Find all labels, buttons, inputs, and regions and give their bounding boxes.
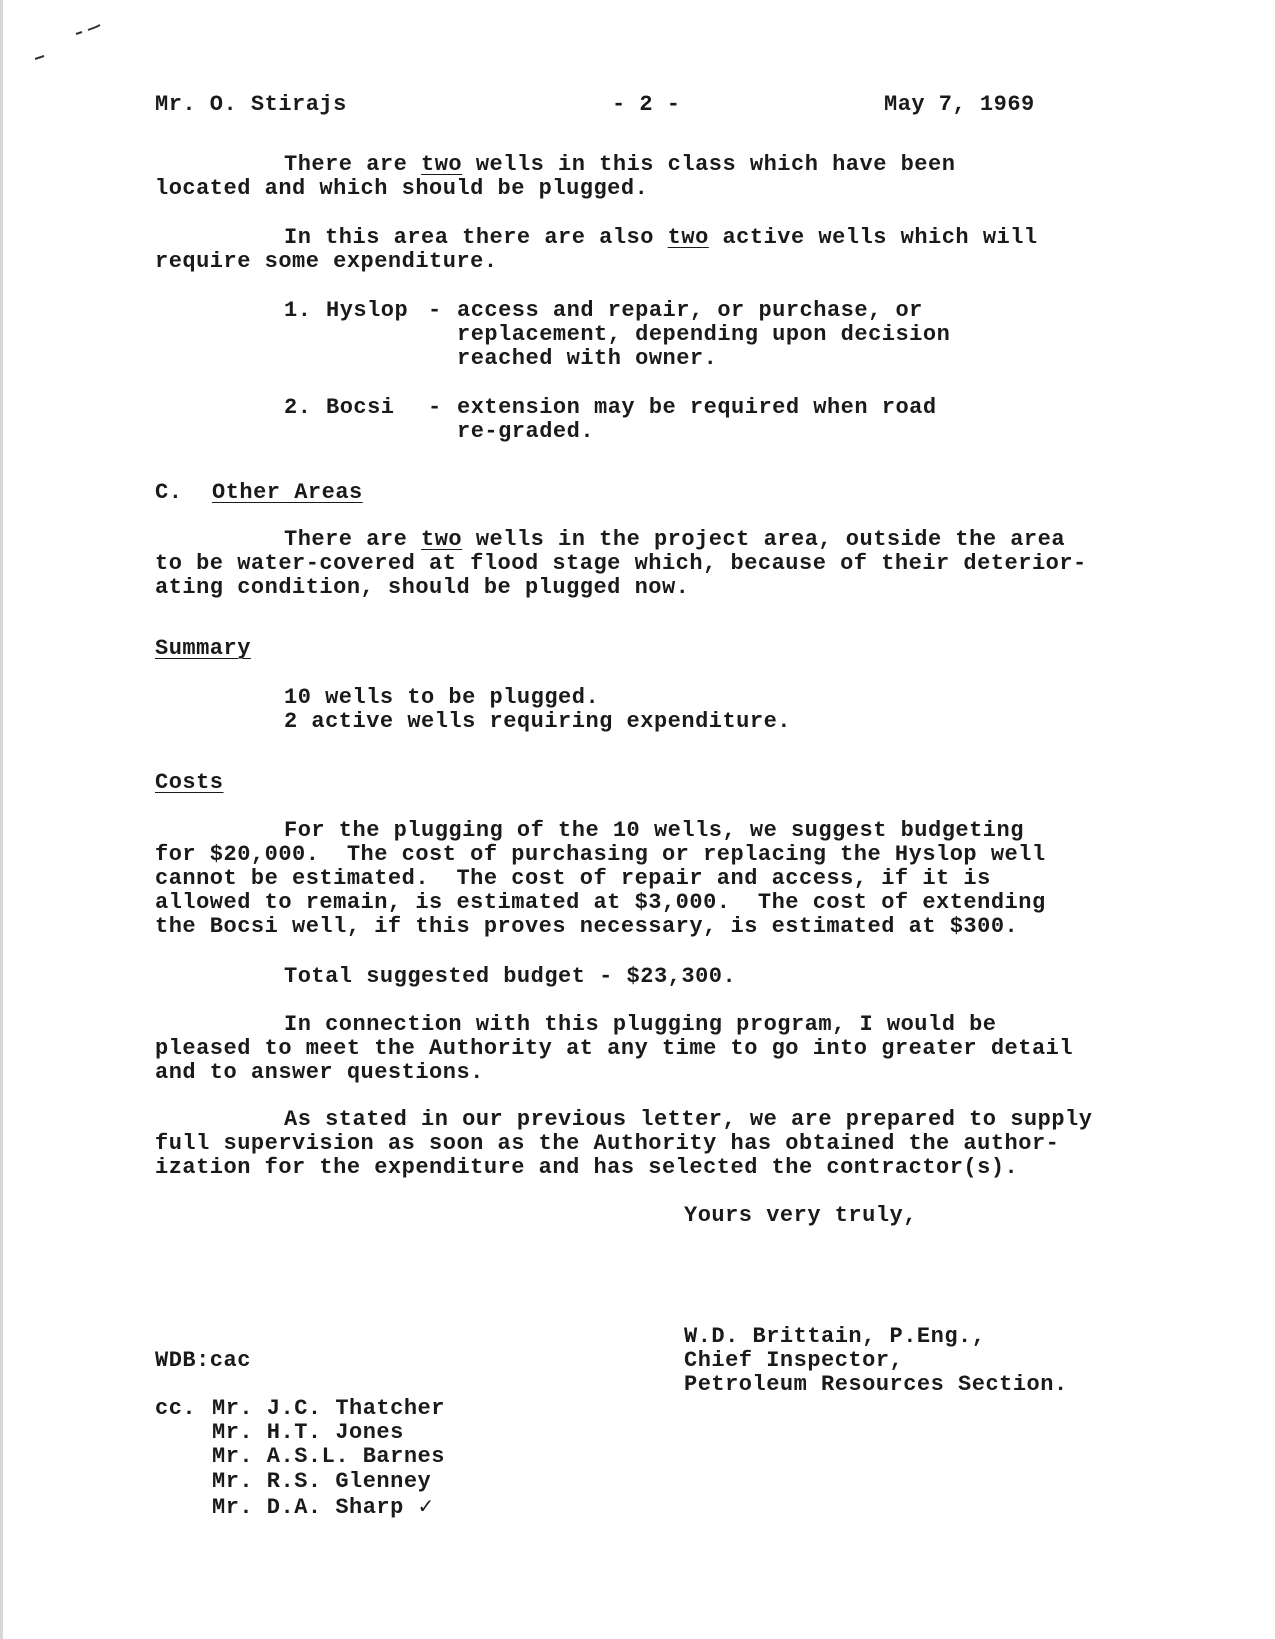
list-item-2-text: re-graded. — [457, 419, 595, 444]
costs-line: cannot be estimated. The cost of repair and access, if it is — [155, 866, 991, 891]
summary-line: 2 active wells requiring expenditure. — [284, 709, 791, 734]
list-item-1-name: Hyslop — [326, 298, 409, 323]
list-item-1-number: 1. — [284, 298, 312, 323]
costs-line: For the plugging of the 10 wells, we suggest budgeting — [284, 818, 1024, 843]
signature-name: W.D. Brittain, P.Eng., — [684, 1324, 986, 1349]
costs-line: the Bocsi well, if this proves necessary, is estimated at $300. — [155, 914, 1019, 939]
previous-line: ization for the expenditure and has selected the contractor(s). — [155, 1155, 1019, 1180]
list-item-1-dash: - — [428, 298, 442, 323]
connection-line: and to answer questions. — [155, 1060, 484, 1085]
check-mark-icon: ✓ — [417, 1494, 435, 1518]
header-page-number: - 2 - — [612, 92, 681, 117]
list-item-2-text: extension may be required when road — [457, 395, 937, 420]
costs-title: Costs — [155, 770, 224, 795]
previous-line: full supervision as soon as the Authority has obtained the author- — [155, 1131, 1060, 1156]
scan-edge — [0, 0, 3, 1639]
cc-name: Mr. A.S.L. Barnes — [212, 1444, 445, 1469]
list-item-2-number: 2. — [284, 395, 312, 420]
previous-line: As stated in our previous letter, we are prepared to supply — [284, 1107, 1093, 1132]
section-c-label: C. — [155, 480, 183, 505]
signature-section: Petroleum Resources Section. — [684, 1372, 1068, 1397]
header-recipient: Mr. O. Stirajs — [155, 92, 347, 117]
costs-total: Total suggested budget - $23,300. — [284, 964, 737, 989]
initials: WDB:cac — [155, 1348, 251, 1373]
section-c-line3: ating condition, should be plugged now. — [155, 575, 690, 600]
list-item-1-text: reached with owner. — [457, 346, 718, 371]
cc-name: Mr. J.C. Thatcher — [212, 1396, 445, 1421]
scan-speck — [34, 52, 50, 62]
connection-line: pleased to meet the Authority at any time to go into greater detail — [155, 1036, 1074, 1061]
costs-line: allowed to remain, is estimated at $3,000. The cost of extending — [155, 890, 1046, 915]
list-item-1-text: access and repair, or purchase, or — [457, 298, 923, 323]
summary-line: 10 wells to be plugged. — [284, 685, 600, 710]
header-date: May 7, 1969 — [884, 92, 1035, 117]
list-item-1-text: replacement, depending upon decision — [457, 322, 951, 347]
scan-speck — [74, 24, 104, 38]
list-item-2-name: Bocsi — [326, 395, 395, 420]
signature-title: Chief Inspector, — [684, 1348, 904, 1373]
list-item-2-dash: - — [428, 395, 442, 420]
para2-line1: In this area there are also two active wells which will — [284, 225, 1038, 250]
cc-name: Mr. R.S. Glenney — [212, 1469, 432, 1494]
connection-line: In connection with this plugging program, I would be — [284, 1012, 997, 1037]
section-c-line1: There are two wells in the project area, outside the area — [284, 527, 1066, 552]
section-c-title: Other Areas — [212, 480, 363, 505]
para1-line1: There are two wells in this class which have been — [284, 152, 956, 177]
summary-title: Summary — [155, 636, 251, 661]
para1-line2: located and which should be plugged. — [155, 176, 649, 201]
para2-line2: require some expenditure. — [155, 249, 498, 274]
cc-name: Mr. H.T. Jones — [212, 1420, 404, 1445]
section-c-line2: to be water-covered at flood stage which, because of their deterior- — [155, 551, 1087, 576]
cc-name: Mr. D.A. Sharp ✓ — [212, 1494, 435, 1520]
cc-label: cc. — [155, 1396, 197, 1421]
closing: Yours very truly, — [684, 1203, 917, 1228]
costs-line: for $20,000. The cost of purchasing or replacing the Hyslop well — [155, 842, 1046, 867]
